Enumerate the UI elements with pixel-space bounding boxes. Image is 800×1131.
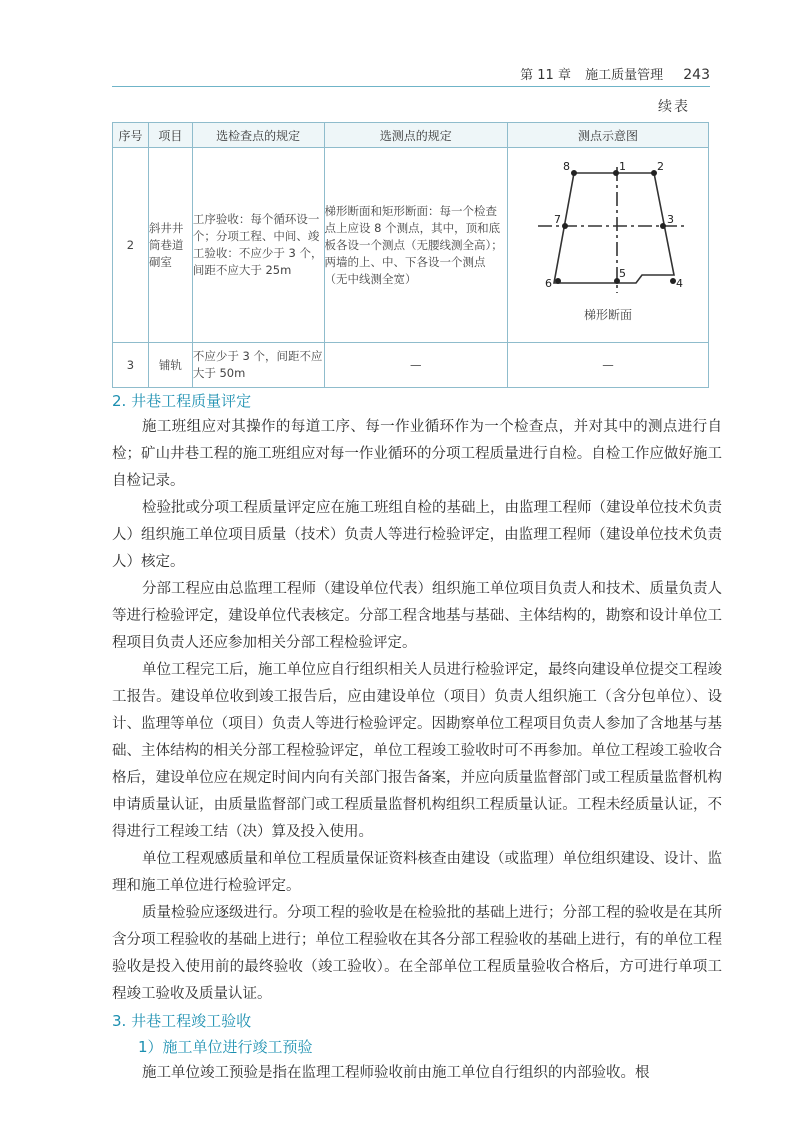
- point-3: [660, 223, 666, 229]
- header-right: [520, 64, 710, 83]
- section-heading: 2. 井巷工程质量评定: [112, 392, 252, 410]
- table-header-row: [113, 123, 709, 148]
- row-measure-rule: —: [324, 343, 508, 388]
- continued-label: 续表: [658, 99, 690, 115]
- paragraph: 分部工程应由总监理工程师（建设单位代表）组织施工单位项目负责人和技术、质量负责人等进行检验评定，建设单位代表核定。分部工程含地基与基础、主体结构的，勘察和设计单位工程项目负责人还应参加相关分部工程检验评定。: [112, 581, 722, 651]
- chapter-number: 第 11 章: [520, 68, 571, 83]
- paragraph: 施工单位竣工预验是指在监理工程师验收前由施工单位自行组织的内部验收。根: [142, 1065, 650, 1081]
- subsection-heading: 1）施工单位进行竣工预验: [138, 1038, 313, 1056]
- row-index: 3: [113, 343, 149, 388]
- page-number: 243: [683, 67, 710, 83]
- label-3: 3: [667, 212, 675, 226]
- row-item: 斜井井筒巷道硐室: [148, 148, 192, 343]
- chapter-title: 施工质量管理: [585, 68, 664, 83]
- paragraph: 检验批或分项工程质量评定应在施工班组自检的基础上，由监理工程师（建设单位技术负责人）组织施工单位项目质量（技术）负责人等进行检验评定，由监理工程师（建设单位技术负责人）核定。: [112, 500, 722, 570]
- col-header-measure-rule: 选测点的规定: [324, 123, 508, 148]
- point-8: [571, 170, 577, 176]
- point-7: [562, 223, 568, 229]
- body-content: [112, 388, 722, 1087]
- spec-table: [112, 122, 709, 388]
- col-header-diagram: 测点示意图: [508, 123, 709, 148]
- row-measure-rule: 梯形断面和矩形断面：每一个检查点上应设 8 个测点，其中，顶和底板各设一个测点（无腰线测全高）；两墙的上、中、下各设一个测点（无中线测全宽）: [324, 148, 508, 343]
- col-header-item: 项目: [148, 123, 192, 148]
- paragraph: 单位工程观感质量和单位工程质量保证资料核查由建设（或监理）单位组织建设、设计、监理和施工单位进行检验评定。: [112, 851, 722, 894]
- row-index: 2: [113, 148, 149, 343]
- label-7: 7: [554, 212, 562, 226]
- row-item: 铺轨: [148, 343, 192, 388]
- label-8: 8: [563, 159, 571, 173]
- diagram-caption: 梯形断面: [584, 307, 633, 322]
- label-4: 4: [676, 276, 684, 290]
- col-header-index: 序号: [113, 123, 149, 148]
- label-2: 2: [657, 159, 665, 173]
- row-diagram-cell: —: [508, 343, 709, 388]
- table-row: [113, 148, 709, 343]
- col-header-check-rule: 选检查点的规定: [192, 123, 324, 148]
- label-6: 6: [545, 276, 553, 290]
- table-row: [113, 343, 709, 388]
- paragraph: 单位工程完工后，施工单位应自行组织相关人员进行检验评定，最终向建设单位提交工程竣工报告。建设单位收到竣工报告后，应由建设单位（项目）负责人组织施工（含分包单位）、设计、监理等单位（项目）负责人等进行检验评定。因勘察单位工程项目负责人参加了含地基与基础、主体结构的相关分部工程检验评定，单位工程竣工验收时可不再参加。单位工程竣工验收合格后，建设单位应在规定时间内向有关部门报告备案，并应向质量监督部门或工程质量监督机构申请质量认证，由质量监督部门或工程质量监督机构组织工程质量认证。工程未经质量认证，不得进行工程竣工结（决）算及投入使用。: [112, 662, 722, 840]
- section-outline: [554, 173, 674, 283]
- paragraph: 质量检验应逐级进行。分项工程的验收是在检验批的基础上进行；分部工程的验收是在其所含分项工程验收的基础上进行；单位工程验收在其各分部工程验收的基础上进行，有的单位工程验收是投入使用前的最终验收（竣工验收）。在全部单位工程质量验收合格后，方可进行单项工程竣工验收及质量认证。: [112, 905, 722, 1002]
- section-heading: 3. 井巷工程竣工验收: [112, 1012, 252, 1030]
- label-1: 1: [619, 159, 627, 173]
- row-check-rule: 不应少于 3 个，间距不应大于 50m: [192, 343, 324, 388]
- page-header: [112, 60, 710, 87]
- label-5: 5: [619, 266, 627, 280]
- row-diagram-cell: [508, 148, 709, 343]
- paragraph: 施工班组应对其操作的每道工序、每一作业循环作为一个检查点，并对其中的测点进行自检；矿山井巷工程的施工班组应对每一作业循环的分项工程质量进行自检。自检工作应做好施工自检记录。: [112, 419, 722, 489]
- point-6: [555, 278, 561, 284]
- row-check-rule: 工序验收：每个循环设一个；分项工程、中间、竣工验收：不应少于 3 个，间距不应大于 25m: [192, 148, 324, 343]
- trapezoid-section-diagram: [518, 153, 698, 338]
